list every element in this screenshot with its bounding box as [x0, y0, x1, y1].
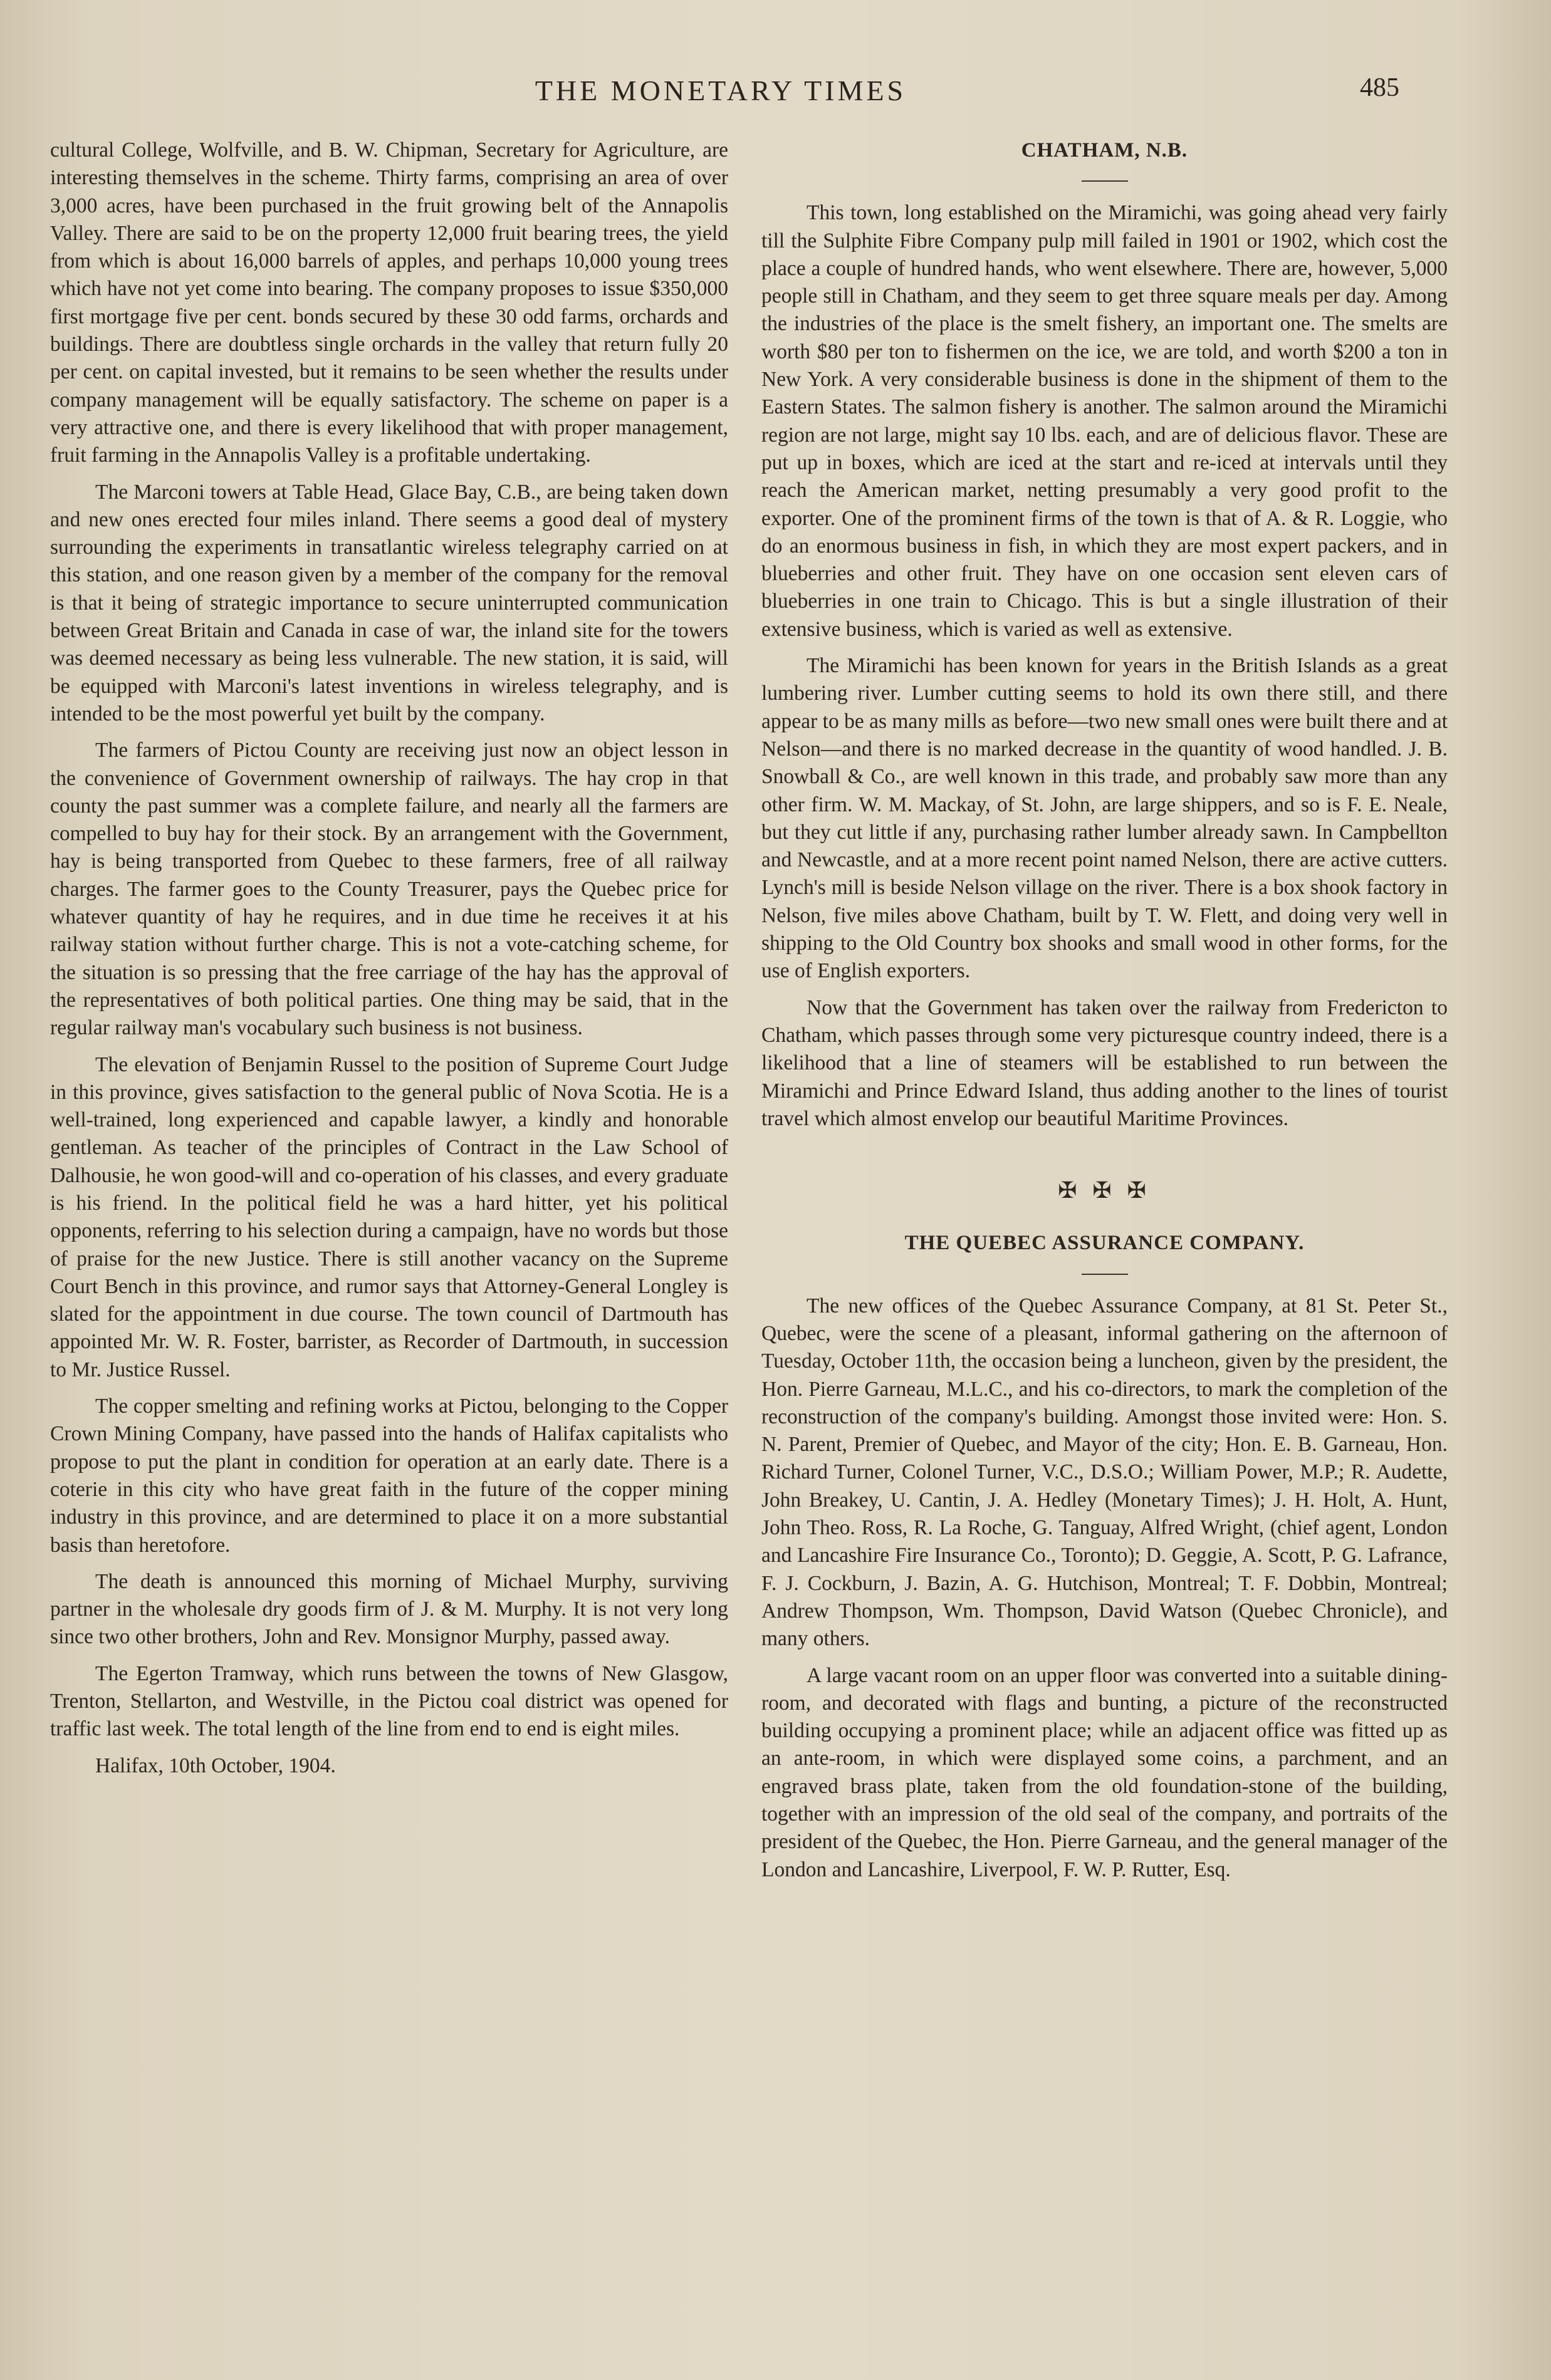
dateline: Halifax, 10th October, 1904.: [95, 1754, 336, 1777]
running-title: THE MONETARY TIMES: [535, 75, 907, 107]
heading-rule: [1082, 1274, 1128, 1275]
left-column: [50, 137, 728, 1789]
article-paragraph: The death is announced this morning of Michael Murphy, surviving partner in the wholesale dry goods firm of J. & M. Murphy. It is not very long since two other brothers, John and Rev. Monsignor Murphy, passed away.: [50, 1569, 728, 1649]
article-paragraph: The elevation of Benjamin Russel to the position of Supreme Court Judge in this province, gives satisfaction to the general public of Nova Scotia. He is a well-trained, long experienced and capable lawyer, a kindly and honorable gentleman. As teacher of the principles of Contract in the Law School of Dalhousie, he won good-will and co-operation of his classes, and every graduate is his friend. In the political field he was a hard hitter, yet his political opponents, referring to his selection during a campaign, have no words but those of praise for the new Justice. There is still another vacancy on the Supreme Court Bench in this province, and rumor says that Attorney-General Longley is slated for the appointment in due course. The town council of Dartmouth has appointed Mr. W. R. Foster, barrister, as Recorder of Dartmouth, in succession to Mr. Justice Russel.: [50, 1052, 728, 1381]
article-paragraph: The copper smelting and refining works at Pictou, belonging to the Copper Crown Mining Company, have passed into the hands of Halifax capitalists who propose to put the plant in condition for operation at an early date. There is a coterie in this city who have great faith in the future of the copper mining industry in this province, and are determined to place it on a more substantial basis than heretofore.: [50, 1395, 728, 1557]
section-ornament: ✠ ✠ ✠: [1058, 1178, 1151, 1203]
article-paragraph: The Egerton Tramway, which runs between the towns of New Glasgow, Trenton, Stellarton, and Westville, in the Pictou coal district was opened for traffic last week. The total length of the line from end to end is eight miles.: [50, 1661, 728, 1741]
article-paragraph: The new offices of the Quebec Assurance Company, at 81 St. Peter St., Quebec, were the scene of a pleasant, informal gathering on the afternoon of Tuesday, October 11th, the occasion being a luncheon, given by the president, the Hon. Pierre Garneau, M.L.C., and his co-directors, to mark the completion of the reconstruction of the company's building. Amongst those invited were: Hon. S. N. Parent, Premier of Quebec, and Mayor of the city; Hon. E. B. Garneau, Hon. Richard Turner, Colonel Turner, V.C., D.S.O.; William Power, M.P.; R. Audette, John Breakey, U. Cantin, J. A. Hedley (Monetary Times); J. H. Holt, A. Hunt, John Theo. Ross, R. La Roche, G. Tanguay, Alfred Wright, (chief agent, London and Lancashire Fire Insurance Co., Toronto); D. Geggie, A. Scott, P. G. Lafrance, F. J. Cockburn, J. Bazin, A. G. Hutchison, Montreal; T. F. Dobbin, Montreal; Andrew Thompson, Wm. Thompson, David Watson (Quebec Chronicle), and many others.: [761, 1294, 1448, 1651]
article-paragraph: Now that the Government has taken over the railway from Fredericton to Chatham, which passes through some very picturesque country indeed, there is a likelihood that a line of steamers will be established to run between the Miramichi and Prince Edward Island, thus adding another to the lines of tourist travel which almost envelop our beautiful Maritime Provinces.: [761, 995, 1448, 1130]
right-column: [761, 137, 1448, 1893]
chatham-heading: CHATHAM, N.B.: [1021, 139, 1188, 162]
article-paragraph: The Miramichi has been known for years in the British Islands as a great lumbering river. Lumber cutting seems to hold its own there still, and there appear to be as many mills as before—two new small ones were built there and at Nelson—and there is no marked decrease in the quantity of wood handled. J. B. Snowball & Co., are well known in this trade, and probably saw more than any other firm. W. M. Mackay, of St. John, are large shippers, and so is F. E. Neale, but they cut little if any, purchasing rather lumber already sawn. In Campbellton and Newcastle, and at a more recent point named Nelson, there are active cutters. Lynch's mill is beside Nelson village on the river. There is a box shook factory in Nelson, five miles above Chatham, built by T. W. Flett, and doing very well in shipping to the Old Country box shooks and small wood in other forms, for the use of English exporters.: [761, 654, 1448, 983]
article-paragraph: The farmers of Pictou County are receiving just now an object lesson in the convenience of Government ownership of railways. The hay crop in that county the past summer was a complete failure, and nearly all the farmers are compelled to buy hay for their stock. By an arrangement with the Government, hay is being transported from Quebec to these farmers, free of all railway charges. The farmer goes to the County Treasurer, pays the Quebec price for whatever quantity of hay he requires, and in due time he receives it at his railway station without further charge. This is not a vote-catching scheme, for the situation is so pressing that the free carriage of the hay has the approval of the representatives of both political parties. One thing may be said, that in the regular railway man's vocabulary such business is not business.: [50, 739, 728, 1040]
quebec-assurance-heading: THE QUEBEC ASSURANCE COMPANY.: [904, 1232, 1305, 1255]
heading-rule: [1082, 180, 1128, 182]
article-paragraph: The Marconi towers at Table Head, Glace Bay, C.B., are being taken down and new ones erected four miles inland. There seems a good deal of mystery surrounding the experiments in transatlantic wireless telegraphy carried on at this station, and one reason given by a member of the company for the removal is that it being of strategic importance to secure uninterrupted communication between Great Britain and Canada in case of war, the inland site for the towers was deemed necessary as being less vulnerable. The new station, it is said, will be equipped with Marconi's latest inventions in wireless telegraphy, and is intended to be the most powerful yet built by the company.: [50, 480, 728, 725]
article-paragraph: A large vacant room on an upper floor was converted into a suitable dining-room, and decorated with flags and bunting, a picture of the reconstructed building occupying a prominent place; while an adjacent office was fitted up as an ante-room, in which were displayed some coins, a parchment, and an engraved brass plate, taken from the old foundation-stone of the building, together with an impression of the old seal of the company, and portraits of the president of the Quebec, the Hon. Pierre Garneau, and the general manager of the London and Lancashire, Liverpool, F. W. P. Rutter, Esq.: [761, 1663, 1448, 1881]
page-number: 485: [1360, 73, 1399, 102]
article-paragraph: cultural College, Wolfville, and B. W. Chipman, Secretary for Agriculture, are interesting themselves in the scheme. Thirty farms, comprising an area of over 3,000 acres, have been purchased in the fruit growing belt of the Annapolis Valley. There are said to be on the property 12,000 fruit bearing trees, the yield from which is about 16,000 barrels of apples, and perhaps 10,000 young trees which have not yet come into bearing. The company proposes to issue $350,000 first mortgage five per cent. bonds secured by these 30 odd farms, orchards and buildings. There are doubtless single orchards in the valley that return fully 20 per cent. on capital invested, but it remains to be seen whether the results under company management will be equally satisfactory. The scheme on paper is a very attractive one, and there is every likelihood that with proper management, fruit farming in the Annapolis Valley is a profitable undertaking.: [50, 138, 728, 467]
article-paragraph: This town, long established on the Miramichi, was going ahead very fairly till the Sulphite Fibre Company pulp mill failed in 1901 or 1902, which cost the place a couple of hundred hands, who went elsewhere. There are, however, 5,000 people still in Chatham, and they seem to get three square meals per day. Among the industries of the place is the smelt fishery, an important one. The smelts are worth $80 per ton to fishermen on the ice, we are told, and worth $200 a ton in New York. A very considerable business is done in the shipment of them to the Eastern States. The salmon fishery is another. The salmon around the Miramichi region are not large, might say 10 lbs. each, and are of delicious flavor. These are put up in boxes, which are iced at the start and re-iced at intervals until they reach the American market, netting presumably a very good profit to the exporter. One of the prominent firms of the town is that of A. & R. Loggie, who do an enormous business in fish, in which they are most expert packers, and in blueberries and other fruit. They have on one occasion sent eleven cars of blueberries in one train to Chicago. This is but a single illustration of their extensive business, which is varied as well as extensive.: [761, 201, 1448, 641]
